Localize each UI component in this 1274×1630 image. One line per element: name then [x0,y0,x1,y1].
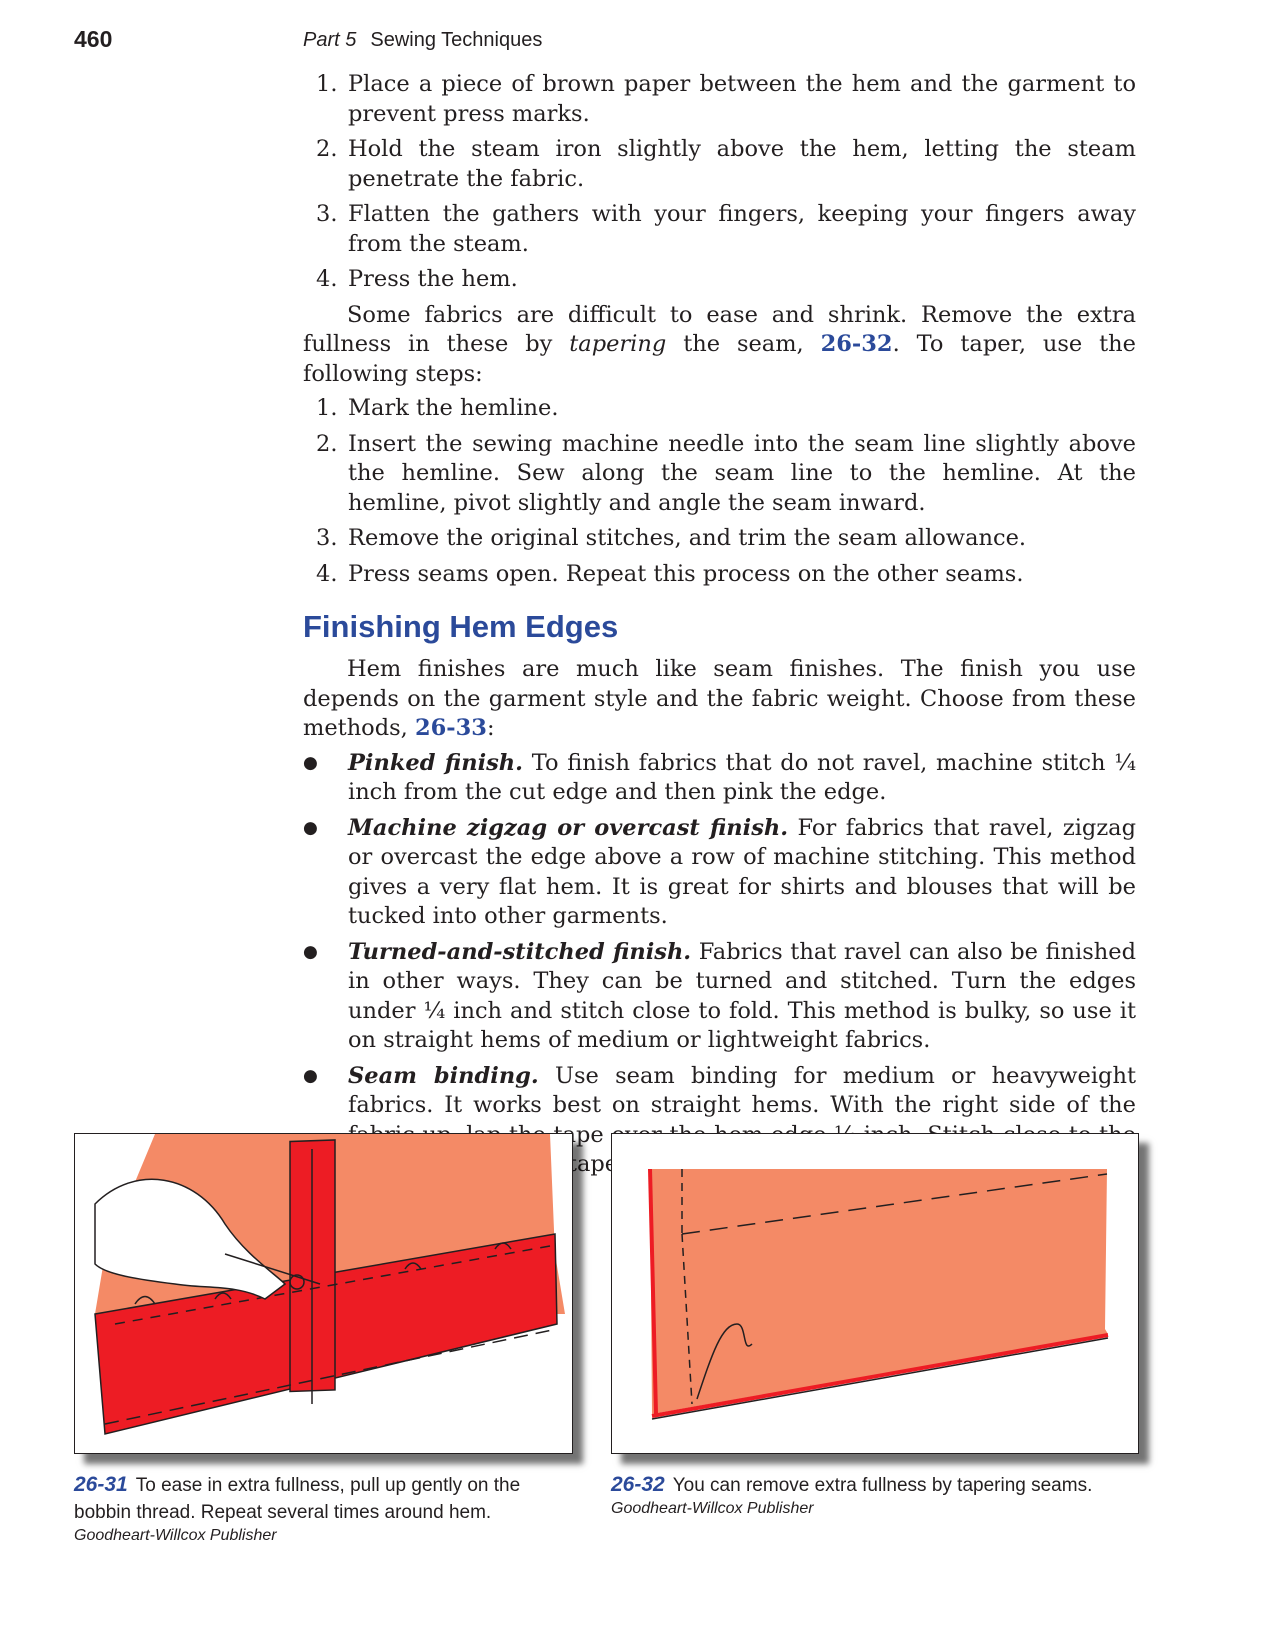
hem-finish-list [303,749,1136,1180]
page-number: 460 [74,26,113,52]
steps-list-pressing [303,70,1136,295]
running-head-part: Part 5 [303,29,357,51]
list-item: 1. Mark the hemline. [316,395,559,421]
running-head [303,29,542,52]
steps-list-tapering [303,394,1136,589]
easing-hem-illustration [75,1134,572,1453]
paragraph-hem-finishes: Hem finishes are much like seam finishes. The finish you use depends on the garment style and the fabric weight. Choose from these methods, 26-33: [303,656,1136,741]
bullet-icon: ● [303,1065,318,1086]
list-item: 4. Press the hem. [316,266,518,292]
figure-id: 26-31 [74,1473,128,1496]
figure-id: 26-32 [611,1473,665,1496]
list-item: ● Machine zigzag or overcast finish. For fabrics that ravel, zigzag or overcast the edge above a row of machine stitching. This method gives a very flat hem. It is great for shirts and blouses that will be tucked into other garments. [303,814,1136,929]
figure-ref-26-33[interactable]: 26-33 [414,715,487,741]
figure-caption: 26-31 To ease in extra fullness, pull up gently on the bobbin thread. Repeat several times around hem. Goodheart-Willcox Publisher [74,1471,574,1546]
list-item: 2. Hold the steam iron slightly above the hem, letting the steam penetrate the fabric. [316,136,1136,192]
list-item: 4. Press seams open. Repeat this process on the other seams. [316,560,1024,587]
body-text [303,70,1136,1186]
paragraph-tapering: Some fabrics are difficult to ease and shrink. Remove the extra fullness in these by tapering the seam, 26-32. To taper, use the following steps: [303,301,1136,387]
list-item: 1. Place a piece of brown paper between the hem and the garment to prevent press marks. [316,71,1136,127]
figure-illustration-easing [74,1133,573,1454]
figure-credit: Goodheart-Willcox Publisher [74,1527,277,1544]
section-heading: Finishing Hem Edges [303,609,619,644]
bullet-icon: ● [303,817,318,838]
figure-caption: 26-32 You can remove extra fullness by tapering seams. Goodheart-Willcox Publisher [611,1471,1141,1519]
tapering-seam-illustration [612,1134,1138,1453]
figure-illustration-tapering [611,1133,1139,1454]
figure-26-32 [611,1133,1141,1517]
list-item: ● Turned-and-stitched finish. Fabrics that ravel can also be finished in other ways. They can be turned and stitched. Turn the edges under ¼ inch and stitch close to fold. This method is bulky, so use it on straight hems of medium or lightweight fabrics. [303,938,1136,1053]
figure-26-31 [74,1133,574,1544]
figure-credit: Goodheart-Willcox Publisher [611,1500,814,1517]
figure-ref-26-32[interactable]: 26-32 [820,331,893,357]
list-item: ● Pinked finish. To finish fabrics that do not ravel, machine stitch ¼ inch from the cut edge and then pink the edge. [303,749,1137,805]
bullet-icon: ● [303,941,318,962]
page-header [0,26,1274,66]
list-item: ● Seam binding. Use seam binding for medium or heavyweight fabrics. It works best on straight hems. With the right side of the tape tape. [303,1062,1136,1177]
running-head-section: Sewing Techniques [370,29,543,51]
list-item: 2. Insert the sewing machine needle into the seam line slightly above the hemline. Sew along the seam line to the hemline. At the hemline, pivot slightly and angle the seam inward. [316,430,1136,516]
list-item: 3. Flatten the gathers with your fingers, keeping your fingers away from the steam. [316,201,1136,257]
bullet-icon: ● [303,752,318,773]
list-item: 3. Remove the original stitches, and trim the seam allowance. [316,525,1027,551]
